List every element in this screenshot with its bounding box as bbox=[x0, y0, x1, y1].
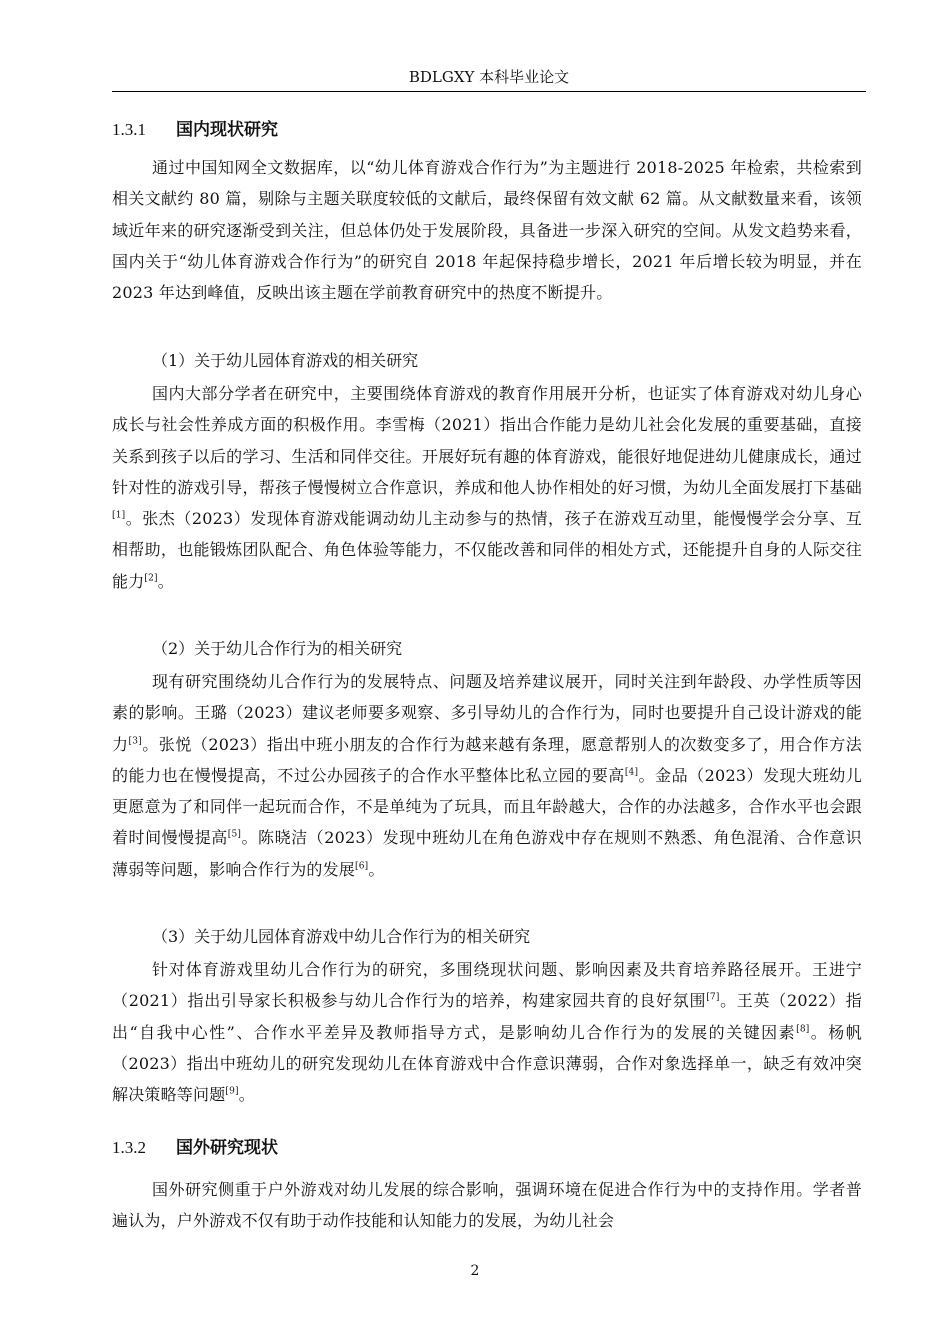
paragraph-text: 。 bbox=[368, 859, 385, 879]
citation-6[interactable]: [6] bbox=[355, 861, 369, 872]
paragraph-text: 。张杰（2023）发现体育游戏能调动幼儿主动参与的热情，孩子在游戏互动里，能慢慢学会分享、互相帮助，也能锻炼团队配合、角色体验等能力，不仅能改善和同伴的相处方式，还能提升自身的人际交往能力 bbox=[112, 509, 862, 591]
paragraph-text: 。张悦（2023）指出中班小朋友的合作行为越来越有条理，愿意帮别人的次数变多了，用合作方法的能力也在慢慢提高，不过公办园孩子的合作水平整体比私立园的要高 bbox=[112, 734, 862, 785]
paragraph-foreign-research: 国外研究侧重于户外游戏对幼儿发展的综合影响，强调环境在促进合作行为中的支持作用。学者普遍认为，户外游戏不仅有助于动作技能和认知能力的发展，为幼儿社会 bbox=[112, 1180, 862, 1231]
section-title: 国外研究现状 bbox=[176, 1138, 278, 1158]
section-heading-1-3-1 bbox=[112, 118, 278, 142]
section-number: 1.3.2 bbox=[112, 1138, 146, 1157]
citation-3[interactable]: [3] bbox=[128, 736, 142, 747]
paragraph-text: 现有研究围绕幼儿合作行为的发展特点、问题及培养建议展开，同时关注到年龄段、办学性质等因素的影响。王璐（2023）建议老师要多观察、多引导幼儿的合作行为，同时也要提升自己设计游戏的能力 bbox=[112, 672, 862, 754]
page-number: 2 bbox=[470, 1263, 480, 1279]
subheading-2: （2）关于幼儿合作行为的相关研究 bbox=[152, 639, 403, 658]
section-title: 国内现状研究 bbox=[176, 120, 278, 140]
header-rule bbox=[112, 91, 866, 92]
subheading-1: （1）关于幼儿园体育游戏的相关研究 bbox=[152, 351, 419, 370]
paragraph-text: 。杨帆（2023）指出中班幼儿的研究发现幼儿在体育游戏中合作意识薄弱，合作对象选择单一，缺乏有效冲突解决策略等问题 bbox=[112, 1022, 862, 1105]
paragraph-text: 。陈晓洁（2023）发现中班幼儿在角色游戏中存在规则不熟悉、角色混淆、合作意识薄弱等问题，影响合作行为的发展 bbox=[112, 828, 862, 879]
paragraph-text: 针对体育游戏里幼儿合作行为的研究，多围绕现状问题、影响因素及共育培养路径展开。王进宁（2021）指出引导家长积极参与幼儿合作行为的培养，构建家园共育的良好氛围 bbox=[112, 960, 862, 1011]
paragraph-literature-overview: 通过中国知网全文数据库，以“幼儿体育游戏合作行为”为主题进行 2018-2025 年检索，共检索到相关文献约 80 篇，剔除与主题关联度较低的文献后，最终保留有效文献 62 篇。从文献数量来看，该领域近年来的研究逐渐受到关注，但总体仍处于发展阶段，具备进一步深入研究的空间。从发文趋势来看，国内关于“幼儿体育游戏合作行为”的研究自 2018 年起保持稳步增长，2021 年后增长较为明显，并在 2023 年达到峰值，反映出该主题在学前教育研究中的热度不断提升。 bbox=[112, 158, 862, 303]
paragraph-text: 。王英（2022）指出“自我中心性”、合作水平差异及教师指导方式，是影响幼儿合作行为的发展的关键因素 bbox=[112, 991, 862, 1042]
running-header: BDLGXY 本科毕业论文 bbox=[408, 68, 570, 86]
citation-9[interactable]: [9] bbox=[225, 1086, 239, 1097]
paragraph-text: 。 bbox=[238, 1085, 255, 1105]
section-number: 1.3.1 bbox=[112, 120, 146, 139]
subheading-3: （3）关于幼儿园体育游戏中幼儿合作行为的相关研究 bbox=[152, 927, 531, 946]
citation-1[interactable]: [1] bbox=[112, 510, 126, 521]
citation-5[interactable]: [5] bbox=[227, 830, 242, 841]
section-heading-1-3-2 bbox=[112, 1136, 278, 1160]
citation-7[interactable]: [7] bbox=[706, 992, 720, 1003]
paragraph-text: 。金品（2023）发现大班幼儿更愿意为了和同伴一起玩而合作，不是单纯为了玩具，而且年龄越大，合作的办法越多，合作水平也会跟着时间慢慢提高 bbox=[112, 765, 862, 848]
citation-8[interactable]: [8] bbox=[796, 1024, 810, 1035]
paragraph-cooperation-behavior bbox=[112, 666, 862, 885]
citation-4[interactable]: [4] bbox=[624, 767, 639, 778]
paragraph-text: 。 bbox=[157, 571, 174, 591]
paragraph-sports-games bbox=[112, 378, 862, 597]
paragraph-games-cooperation bbox=[112, 954, 862, 1110]
citation-2[interactable]: [2] bbox=[144, 573, 158, 584]
paragraph-text: 国内大部分学者在研究中，主要围绕体育游戏的教育作用展开分析，也证实了体育游戏对幼儿身心成长与社会性养成方面的积极作用。李雪梅（2021）指出合作能力是幼儿社会化发展的重要基础，直接关系到孩子以后的学习、生活和同伴交往。开展好玩有趣的体育游戏，能很好地促进幼儿健康成长，通过针对性的游戏引导，帮孩子慢慢树立合作意识，养成和他人协作相处的好习惯，为幼儿全面发展打下基础 bbox=[112, 384, 862, 497]
